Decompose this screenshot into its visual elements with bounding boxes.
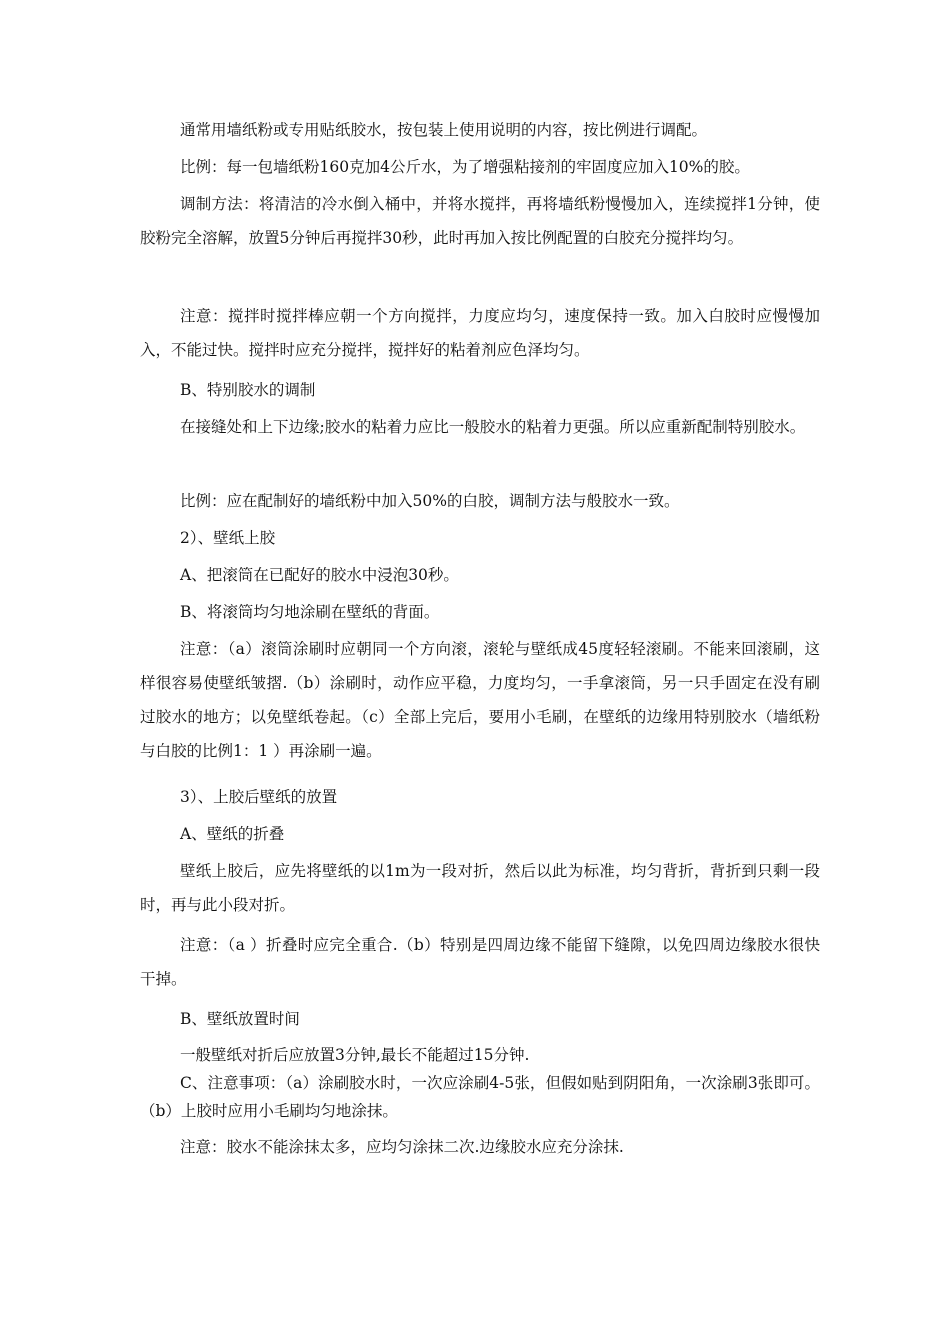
section-heading-b-time: B、壁纸放置时间	[180, 1010, 300, 1028]
paragraph-4: 注意：搅拌时搅拌棒应朝一个方向搅拌，力度应均匀，速度保持一致。加入白胶时应慢慢加入，不能过快。搅拌时应充分搅拌，搅拌好的粘着剂应色泽均匀。	[140, 307, 820, 359]
paragraph-5: 在接缝处和上下边缘;胶水的粘着力应比一般胶水的粘着力更强。所以应重新配制特别胶水。	[180, 418, 806, 436]
paragraph-10: 壁纸上胶后，应先将壁纸的以1m为一段对折，然后以此为标准，均匀背折，背折到只剩一段时，再与此小段对折。	[140, 862, 820, 914]
paragraph-1: 通常用墙纸粉或专用贴纸胶水，按包装上使用说明的内容，按比例进行调配。	[180, 121, 708, 139]
paragraph-12: 一般壁纸对折后应放置3分钟,最长不能超过15分钟.	[180, 1046, 530, 1064]
section-heading-b-special-glue: B、特别胶水的调制	[180, 381, 316, 399]
paragraph-13: C、注意事项：（a）涂刷胶水时，一次应涂刷4-5张，但假如贴到阴阳角，一次涂刷3张即可。（b）上胶时应用小毛刷均匀地涂抹。	[140, 1074, 820, 1120]
paragraph-11: 注意：（a ）折叠时应完全重合.（b）特别是四周边缘不能留下缝隙，以免四周边缘胶水很快干掉。	[140, 936, 820, 988]
paragraph-14: 注意：胶水不能涂抹太多，应均匀涂抹二次.边缘胶水应充分涂抹.	[180, 1138, 624, 1156]
section-heading-3-placement: 3）、上胶后壁纸的放置	[180, 788, 338, 806]
paragraph-8: B、将滚筒均匀地涂刷在壁纸的背面。	[180, 603, 440, 621]
paragraph-2: 比例：每一包墙纸粉160克加4公斤水，为了增强粘接剂的牢固度应加入10%的胶。	[180, 158, 750, 176]
section-heading-a-folding: A、壁纸的折叠	[180, 825, 285, 843]
paragraph-6: 比例：应在配制好的墙纸粉中加入50%的白胶，调制方法与般胶水一致。	[180, 492, 680, 510]
section-heading-2-gluing: 2）、壁纸上胶	[180, 529, 276, 547]
paragraph-9: 注意：（a）滚筒涂刷时应朝同一个方向滚，滚轮与壁纸成45度轻轻滚刷。不能来回滚刷，这样很容易使壁纸皱摺.（b）涂刷时，动作应平稳，力度均匀，一手拿滚筒，另一只手固定在没有刷过胶水的地方；以免壁纸卷起。（c）全部上完后，要用小毛刷，在壁纸的边缘用特别胶水（墙纸粉与白胶的比例1：1 ）再涂刷一遍。	[140, 640, 820, 760]
paragraph-7: A、把滚筒在已配好的胶水中浸泡30秒。	[180, 566, 459, 584]
paragraph-3: 调制方法：将清洁的冷水倒入桶中，并将水搅拌，再将墙纸粉慢慢加入，连续搅拌1分钟，使胶粉完全溶解，放置5分钟后再搅拌30秒，此时再加入按比例配置的白胶充分搅拌均匀。	[140, 195, 820, 247]
